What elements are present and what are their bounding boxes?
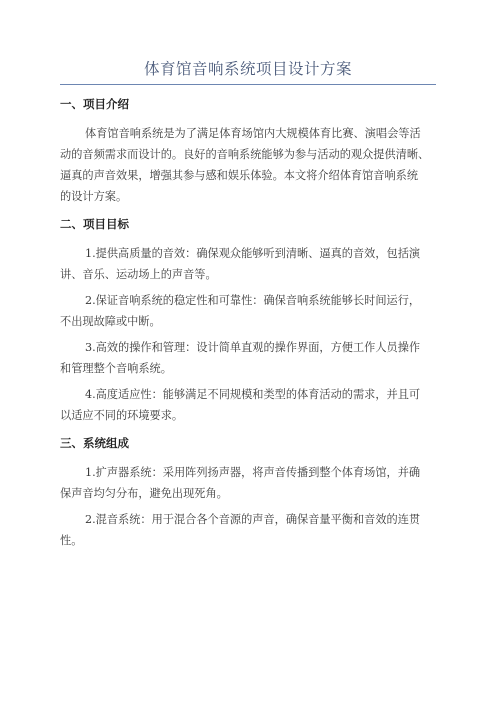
paragraph — [60, 337, 452, 379]
paragraph — [60, 509, 452, 551]
paragraph-line: 讲、音乐、运动场上的声音等。 — [60, 268, 217, 281]
paragraph — [60, 462, 452, 504]
paragraph-line: 体育馆音响系统是为了满足体育场馆内大规模体育比赛、演唱会等活 — [85, 127, 421, 140]
paragraph-line: 动的音频需求而设计的。良好的音响系统能够为参与活动的观众提供清晰、 — [60, 148, 430, 161]
paragraph-line: 1.扩声器系统：采用阵列扬声器，将声音传播到整个体育场馆，并确 — [85, 466, 421, 479]
paragraph — [60, 123, 452, 207]
paragraph-line: 不出现故障或中断。 — [60, 315, 161, 328]
paragraph-line: 逼真的声音效果，增强其参与感和娱乐体验。本文将介绍体育馆音响系统 — [60, 169, 419, 182]
paragraph-line: 3.高效的操作和管理：设计简单直观的操作界面，方便工作人员操作 — [85, 341, 421, 354]
paragraph-line: 和管理整个音响系统。 — [60, 362, 172, 375]
paragraph-line: 2.保证音响系统的稳定性和可靠性：确保音响系统能够长时间运行， — [85, 294, 421, 307]
section-system-components — [60, 435, 452, 551]
paragraph-line: 保声音均匀分布，避免出现死角。 — [60, 487, 228, 500]
paragraph — [60, 384, 452, 426]
paragraph-line: 的设计方案。 — [60, 190, 128, 203]
document-title: 体育馆音响系统项目设计方案 — [143, 60, 352, 78]
section-project-goals — [60, 216, 452, 426]
section-heading: 三、系统组成 — [60, 436, 129, 450]
title-underline — [60, 84, 436, 85]
paragraph — [60, 290, 452, 332]
paragraph-line: 4.高度适应性：能够满足不同规模和类型的体育活动的需求，并且可 — [85, 388, 421, 401]
section-heading: 二、项目目标 — [60, 217, 129, 231]
paragraph-line: 性。 — [60, 534, 83, 547]
paragraph-line: 1.提供高质量的音效：确保观众能够听到清晰、逼真的音效，包括演 — [85, 247, 421, 260]
paragraph-line: 2.混音系统：用于混合各个音源的声音，确保音量平衡和音效的连贯 — [85, 513, 421, 526]
document-body — [60, 96, 452, 560]
section-heading: 一、项目介绍 — [60, 97, 129, 111]
paragraph — [60, 243, 452, 285]
paragraph-line: 以适应不同的环境要求。 — [60, 409, 184, 422]
section-project-intro — [60, 96, 452, 207]
